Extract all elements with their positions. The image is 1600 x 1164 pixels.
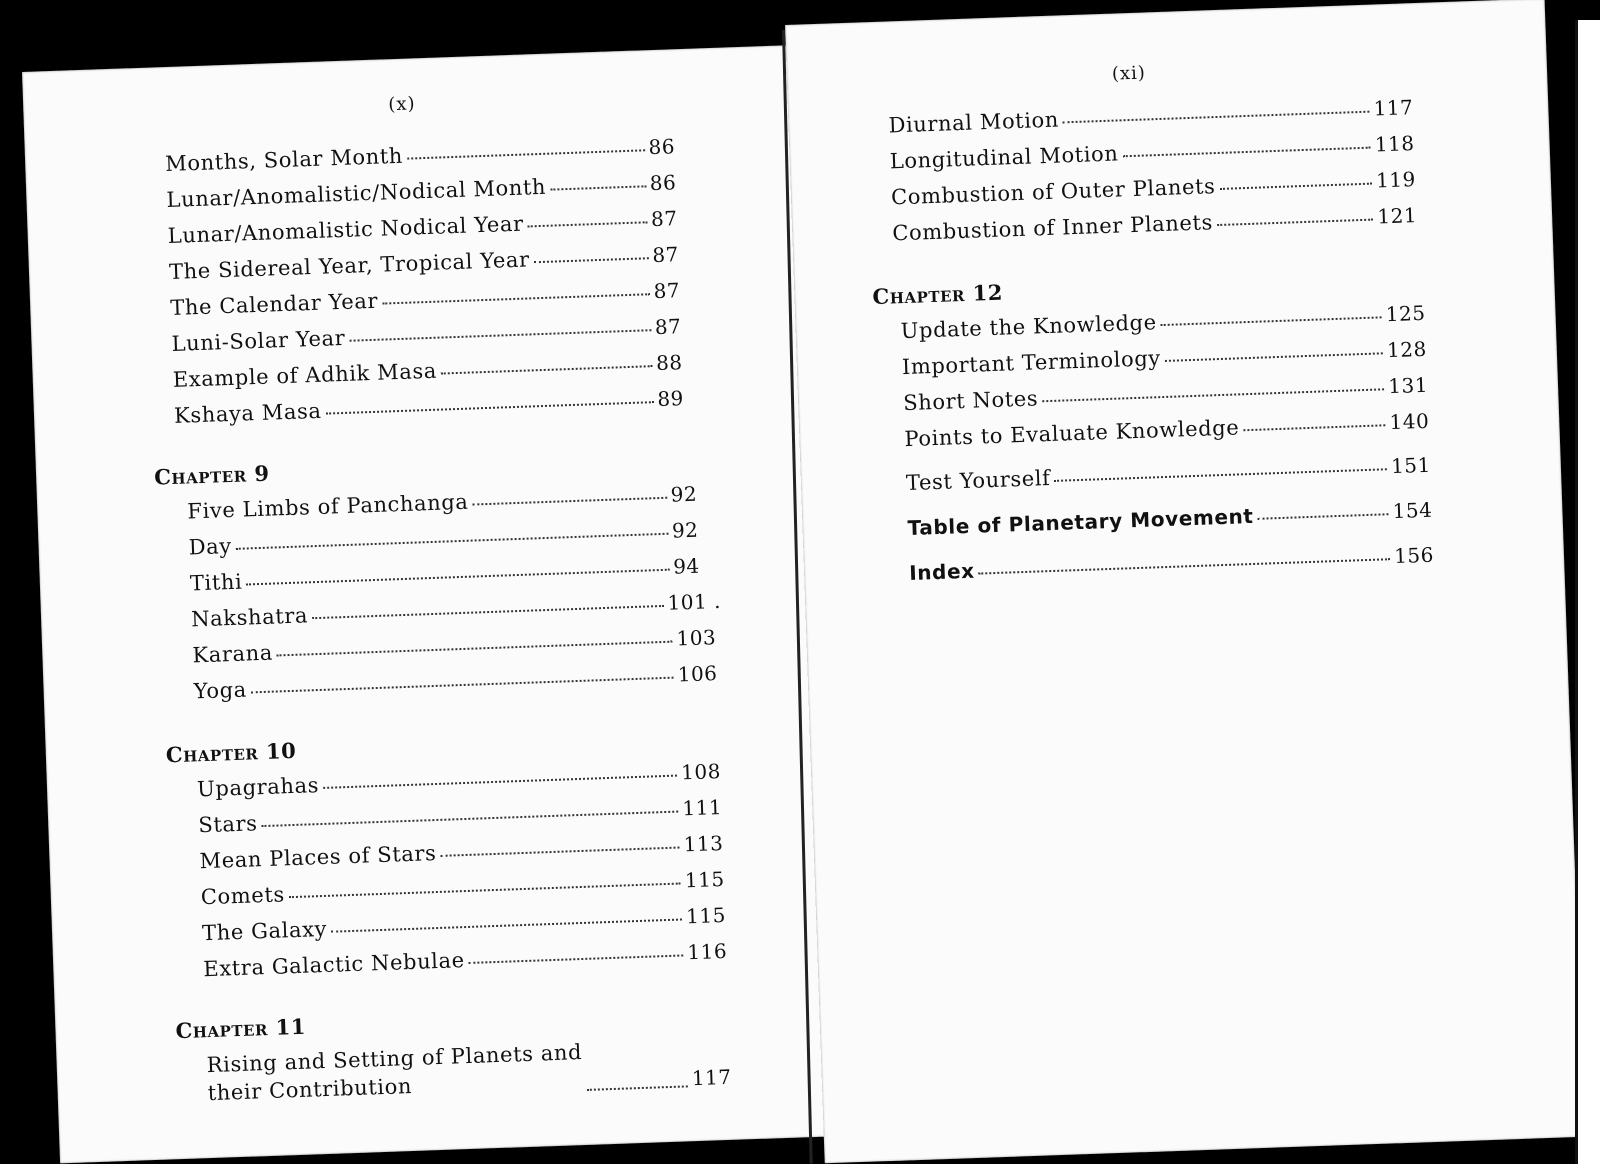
entry-page: 121 <box>1376 203 1418 229</box>
entry-title: Lunar/Anomalistic Nodical Year <box>167 211 525 249</box>
leader-dots <box>1243 420 1386 431</box>
entry-title: Points to Evaluate Knowledge <box>904 415 1240 452</box>
leader-dots <box>979 554 1391 574</box>
chapter-heading: Chapter 12 <box>872 279 1004 310</box>
entry-title: Stars <box>197 811 258 838</box>
toc-entry[interactable] <box>203 939 728 981</box>
entry-title: The Galaxy <box>201 916 328 946</box>
entry-page: 154 <box>1392 497 1433 524</box>
leader-dots <box>528 217 648 227</box>
entry-title: Important Terminology <box>901 346 1162 380</box>
leader-dots <box>441 361 652 374</box>
entry-title: Karana <box>192 640 274 668</box>
toc-entry[interactable] <box>900 301 1426 343</box>
toc-entry[interactable] <box>200 867 725 909</box>
leader-dots <box>325 397 653 414</box>
entry-page: 140 <box>1389 408 1430 435</box>
leader-dots <box>289 878 681 898</box>
entry-page: 115 <box>685 902 727 929</box>
toc-entry[interactable] <box>902 337 1428 379</box>
page-number: (xi) <box>1111 62 1147 85</box>
entry-title: Test Yourself <box>905 466 1051 496</box>
leader-dots <box>261 807 678 828</box>
toc-entry[interactable] <box>167 206 678 248</box>
toc-entry[interactable] <box>170 278 681 320</box>
right-page <box>785 0 1584 1163</box>
entry-page: 125 <box>1385 300 1426 327</box>
entry-page: 87 <box>650 206 678 232</box>
entry-title-line1: Rising and Setting of Planets and <box>206 1040 583 1078</box>
entry-page: 131 <box>1387 372 1429 399</box>
toc-entry[interactable] <box>199 831 724 873</box>
chapter-heading: Chapter 10 <box>165 737 297 768</box>
entry-title: The Calendar Year <box>169 288 379 320</box>
entry-title: Day <box>188 533 233 560</box>
leader-dots <box>1217 215 1374 226</box>
leader-dots <box>382 289 650 304</box>
chapter-heading: Chapter 9 <box>153 460 270 490</box>
entry-title: Longitudinal Motion <box>889 141 1119 174</box>
toc-entry[interactable] <box>202 903 727 945</box>
leader-dots <box>1161 312 1382 326</box>
leader-dots <box>550 181 646 190</box>
toc-entry[interactable] <box>193 661 718 703</box>
toc-entry[interactable] <box>909 543 1435 585</box>
toc-entry[interactable] <box>904 409 1430 451</box>
entry-page: 87 <box>653 278 681 304</box>
leader-dots <box>277 637 673 657</box>
entry-title: Table of Planetary Movement <box>907 503 1254 541</box>
leader-dots <box>587 1081 688 1091</box>
leader-dots <box>246 565 669 586</box>
entry-page: 119 <box>1375 167 1417 193</box>
leader-dots <box>472 493 666 506</box>
leader-dots <box>469 950 684 963</box>
toc-entry[interactable] <box>165 134 676 176</box>
toc-entry[interactable] <box>903 373 1429 415</box>
toc-entry[interactable] <box>187 482 698 524</box>
entry-title: Combustion of Outer Planets <box>890 174 1216 210</box>
leader-dots <box>312 601 664 619</box>
entry-page: 106 <box>677 661 718 687</box>
entry-title: Yoga <box>193 677 248 704</box>
entry-title: Index <box>908 558 976 585</box>
entry-title: Luni-Solar Year <box>171 325 346 356</box>
entry-title: The Sidereal Year, Tropical Year <box>168 247 531 284</box>
entry-page: 86 <box>649 170 677 196</box>
toc-entry[interactable] <box>190 554 701 596</box>
entry-page: 156 <box>1393 542 1435 569</box>
leader-dots <box>1122 143 1371 158</box>
chapter-heading: Chapter 11 <box>175 1013 307 1044</box>
toc-entry[interactable] <box>198 795 723 837</box>
leader-dots <box>349 325 651 342</box>
entry-title <box>206 1038 583 1107</box>
toc-entry[interactable] <box>889 131 1415 173</box>
entry-page: 115 <box>684 866 726 893</box>
entry-page: 128 <box>1386 336 1428 363</box>
leader-dots <box>323 771 677 789</box>
entry-title: Tithi <box>189 569 243 596</box>
entry-page: 113 <box>683 831 724 857</box>
left-page <box>22 45 830 1163</box>
entry-title: Combustion of Inner Planets <box>891 210 1214 246</box>
entry-title: Upagrahas <box>196 773 320 802</box>
entry-page: 103 <box>676 625 717 651</box>
toc-entry[interactable] <box>169 242 680 284</box>
entry-title: Comets <box>200 882 286 910</box>
leader-dots <box>1063 107 1370 124</box>
entry-page: 94 <box>672 553 701 579</box>
toc-entry[interactable] <box>188 518 699 560</box>
entry-title: Mean Places of Stars <box>199 841 437 874</box>
entry-page: 92 <box>671 517 699 543</box>
entry-page: 116 <box>687 938 728 965</box>
entry-title: Months, Solar Month <box>164 143 404 177</box>
toc-entry[interactable] <box>206 1033 732 1107</box>
entry-page: 88 <box>655 350 683 376</box>
leader-dots <box>1257 509 1388 520</box>
entry-title: Diurnal Motion <box>888 107 1060 138</box>
entry-page: 87 <box>651 242 680 268</box>
toc-entry[interactable] <box>906 453 1432 495</box>
entry-title: Five Limbs of Panchanga <box>187 489 469 524</box>
entry-page: 108 <box>680 759 722 785</box>
toc-entry[interactable] <box>892 203 1418 245</box>
entry-page: 111 <box>681 795 723 821</box>
entry-title: Nakshatra <box>190 603 309 632</box>
entry-page: 92 <box>670 481 698 507</box>
toc-entry[interactable] <box>171 314 682 356</box>
leader-dots <box>1165 348 1384 362</box>
toc-entry[interactable] <box>191 589 722 631</box>
leader-dots <box>440 843 679 857</box>
entry-page: 87 <box>654 314 682 340</box>
entry-page: 89 <box>656 386 685 412</box>
entry-title-line2: their Contribution <box>207 1074 413 1106</box>
entry-page: 101 . <box>667 588 722 615</box>
toc-entry[interactable] <box>172 350 683 392</box>
leader-dots <box>407 145 645 159</box>
leader-dots <box>1219 179 1372 190</box>
leader-dots <box>1042 384 1384 402</box>
leader-dots <box>236 529 668 550</box>
entry-page: 117 <box>691 1064 732 1091</box>
entry-title: Update the Knowledge <box>900 310 1158 344</box>
page-number: (x) <box>387 93 416 116</box>
entry-title: Extra Galactic Nebulae <box>203 948 466 982</box>
toc-entry[interactable] <box>891 167 1417 209</box>
toc-entry[interactable] <box>907 498 1433 540</box>
entry-title: Short Notes <box>902 386 1039 416</box>
leader-dots <box>331 914 682 932</box>
leader-dots <box>534 253 649 263</box>
toc-entry[interactable] <box>192 625 717 667</box>
leader-dots <box>251 673 674 694</box>
toc-entry[interactable] <box>174 386 685 428</box>
toc-entry[interactable] <box>888 95 1414 137</box>
next-page-edge <box>1575 20 1600 1164</box>
toc-entry[interactable] <box>166 170 677 212</box>
entry-page: 151 <box>1390 452 1432 479</box>
toc-entry[interactable] <box>197 759 722 801</box>
entry-page: 118 <box>1374 131 1415 157</box>
entry-page: 117 <box>1373 95 1414 121</box>
leader-dots <box>1054 464 1387 482</box>
entry-title: Kshaya Masa <box>173 398 322 428</box>
entry-title: Lunar/Anomalistic/Nodical Month <box>166 174 547 213</box>
entry-page: 86 <box>648 134 676 160</box>
entry-title: Example of Adhik Masa <box>172 358 438 392</box>
